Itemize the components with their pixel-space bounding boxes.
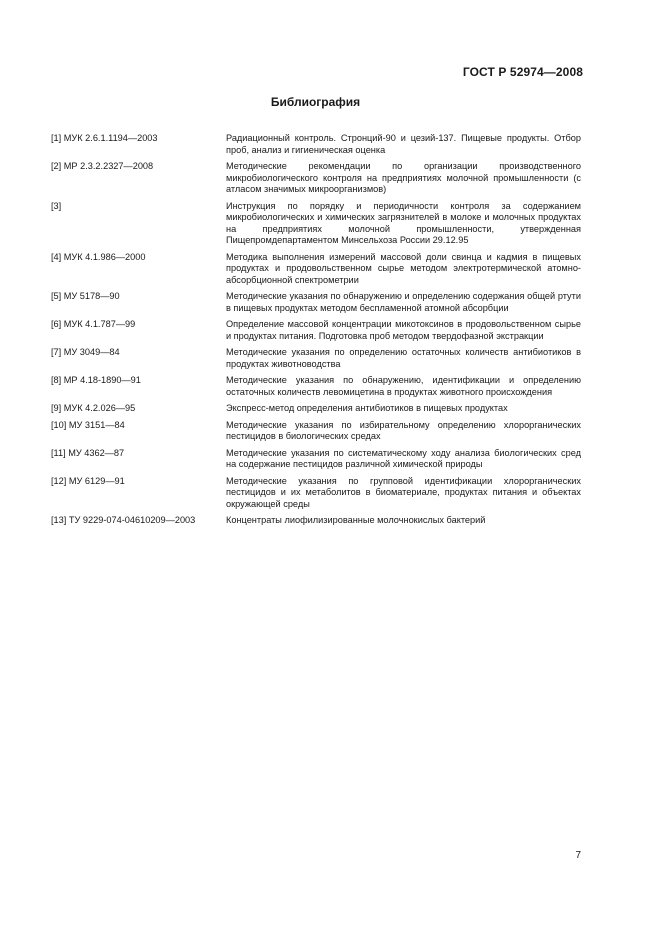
bibliography-entry	[51, 375, 581, 398]
reference-text: Методические указания по обнаружению, идентификации и определению остаточных количеств левомицетина в продуктах животного происхождения	[226, 375, 581, 397]
reference-text: Методика выполнения измерений массовой доли свинца и кадмия в пищевых продуктах и продовольственном сырье методом электротермической атомно-абсорбционной спектрометрии	[226, 251, 581, 285]
reference-code: [3]	[51, 200, 62, 211]
document-standard-header: ГОСТ Р 52974—2008	[462, 65, 583, 79]
reference-text: Инструкция по порядку и периодичности контроля за содержанием микробиологических и химических загрязнителей в молоке и молочных продуктах на предприятиях молочной промышленности, утвержденная Пищепромдепартаментом Минсельхоза России 29.12.95	[226, 200, 581, 245]
reference-text: Методические рекомендации по организации производственного микробиологического контроля на предприятиях молочной промышленности (с атласом значимых микроорганизмов)	[226, 161, 581, 194]
reference-code: [1] МУК 2.6.1.1194—2003	[51, 133, 158, 143]
reference-code: [7] МУ 3049—84	[51, 347, 120, 357]
reference-text: Методические указания по систематическому ходу анализа биологических сред на содержание пестицидов различной химической природы	[226, 447, 581, 469]
reference-code: [8] МР 4.18-1890—91	[51, 375, 141, 385]
reference-code: [5] МУ 5178—90	[51, 291, 120, 301]
reference-code: [13] ТУ 9229-074-04610209—2003	[51, 515, 196, 525]
reference-text: Методические указания по определению остаточных количеств антибиотиков в продуктах животноводства	[226, 347, 581, 369]
bibliography-entry	[51, 291, 581, 314]
reference-code: [12] МУ 6129—91	[51, 475, 125, 486]
bibliography-entry	[51, 515, 581, 527]
reference-text: Методические указания по обнаружению и определению содержания общей ртути в пищевых продуктах методом беспламенной атомной абсорбции	[226, 291, 581, 313]
reference-text: Методические указания по групповой идентификации хлорорганических пестицидов и их метаболитов в биоматериале, продуктах питания и объектах окружающей среды	[226, 475, 581, 509]
bibliography-entry	[51, 319, 581, 342]
reference-code: [2] МР 2.3.2.2327—2008	[51, 161, 154, 171]
page-title: Библиография	[270, 95, 361, 109]
bibliography-list	[51, 133, 581, 532]
bibliography-entry	[51, 201, 581, 247]
reference-text: Концентраты лиофилизированные молочнокислых бактерий	[226, 515, 486, 525]
page-number: 7	[575, 850, 581, 861]
bibliography-entry	[51, 476, 581, 511]
bibliography-entry	[51, 448, 581, 471]
reference-text: Определение массовой концентрации микотоксинов в продовольственном сырье и продуктах питания. Подготовка проб методом твердофазной экстракции	[226, 319, 581, 341]
reference-text: Экспресс-метод определения антибиотиков в пищевых продуктах	[226, 403, 508, 413]
bibliography-entry	[51, 347, 581, 370]
reference-text: Методические указания по избирательному определению хлорорганических пестицидов в биологических средах	[226, 419, 581, 441]
bibliography-entry	[51, 161, 581, 196]
reference-code: [4] МУК 4.1.986—2000	[51, 251, 146, 262]
bibliography-entry	[51, 420, 581, 443]
reference-code: [9] МУК 4.2.026—95	[51, 403, 136, 413]
reference-text: Радиационный контроль. Стронций-90 и цезий-137. Пищевые продукты. Отбор проб, анализ и гигиеническая оценка	[226, 133, 581, 155]
bibliography-entry	[51, 133, 581, 156]
reference-code: [11] МУ 4362—87	[51, 447, 125, 458]
reference-code: [6] МУК 4.1.787—99	[51, 319, 136, 329]
bibliography-entry	[51, 252, 581, 287]
reference-code: [10] МУ 3151—84	[51, 419, 125, 430]
bibliography-entry	[51, 403, 581, 415]
